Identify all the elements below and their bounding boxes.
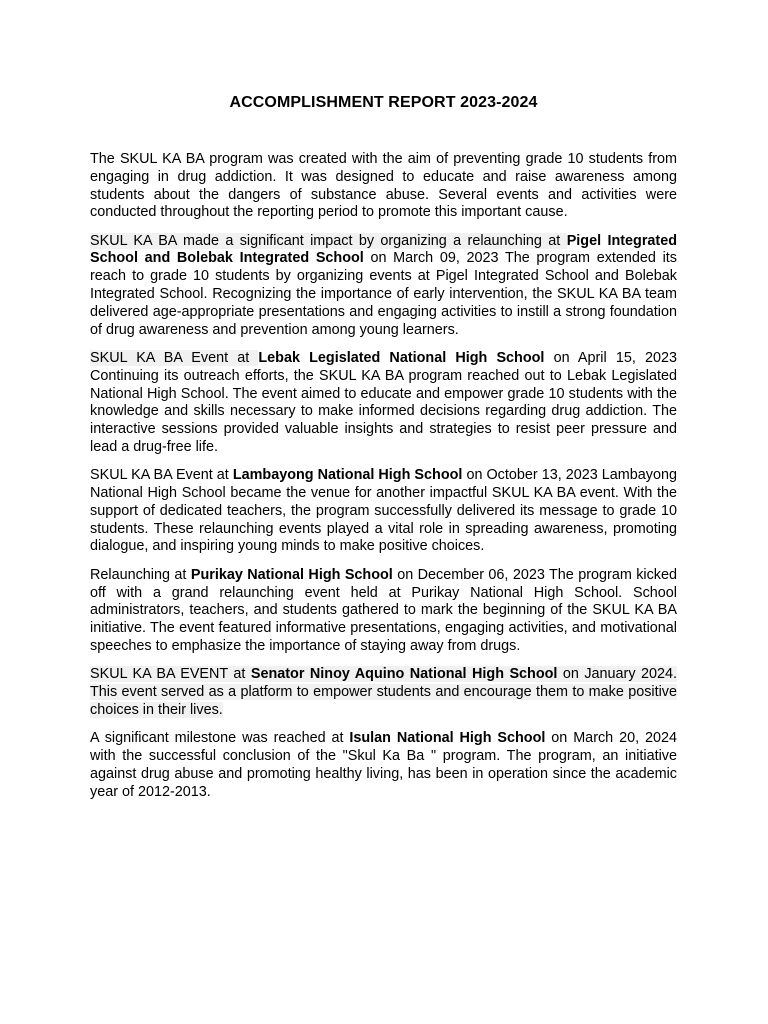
event-body: Continuing its outreach efforts, the SKUL KA BA program reached out to Lebak Legislated National High School. The event aimed to educate and empower grade 10 students with the knowledge and skills necessary to make informed decisions regarding drug addiction. The interactive sessions provided valuable insights and strategies to resist peer pressure and lead a drug-free life.: [90, 367, 677, 455]
event-school: Lebak Legislated National High School: [258, 349, 545, 366]
event-body: with the successful conclusion of the "Skul Ka Ba " program. The program, an initiative against drug abuse and promoting healthy living, has been in operation since the academic year of 2012-2013.: [90, 747, 677, 800]
event-school: Isulan National High School: [349, 730, 546, 747]
event-paragraph-ninoy-aquino: [90, 666, 677, 719]
event-lead: Relaunching at: [90, 566, 191, 583]
event-date: on December 06, 2023: [392, 566, 545, 583]
event-body: The program extended its reach to grade 10 students by organizing events at Pigel Integrated School and Bolebak Integrated School. Recognizing the importance of early intervention, the SKUL KA BA team delivered age-appropriate presentations and engaging activities to instill a strong foundation of drug awareness and prevention among young learners.: [90, 250, 677, 338]
intro-text: The SKUL KA BA program was created with the aim of preventing grade 10 students from engaging in drug addiction. It was designed to educate and raise awareness among students about the dangers of substance abuse. Several events and activities were conducted throughout the reporting period to promote this important cause.: [90, 151, 677, 221]
event-paragraph-isulan: [90, 730, 677, 801]
event-date: on April 15, 2023: [544, 349, 678, 366]
report-title: ACCOMPLISHMENT REPORT 2023-2024: [229, 94, 538, 111]
event-school: Lambayong National High School: [232, 467, 463, 484]
event-lead: SKUL KA BA EVENT at: [90, 666, 251, 683]
event-body: Lambayong National High School became the venue for another impactful SKUL KA BA event. With the support of dedicated teachers, the program successfully delivered its message to grade 10 students. These relaunching events played a vital role in spreading awareness, promoting dialogue, and inspiring young minds to make positive choices.: [90, 467, 677, 555]
event-paragraph-pigel-bolebak: [90, 233, 677, 340]
event-school: Senator Ninoy Aquino National High School: [250, 666, 558, 683]
event-body: The program kicked off with a grand relaunching event held at Purikay National High School. School administrators, teachers, and students gathered to mark the beginning of the SKUL KA BA initiative. The event featured informative presentations, engaging activities, and motivational speeches to emphasize the importance of staying away from drugs.: [90, 566, 678, 654]
event-date: on March 20, 2024: [545, 730, 677, 747]
event-paragraph-lebak: [90, 350, 677, 457]
event-paragraph-purikay: [90, 567, 677, 656]
event-date: on March 09, 2023: [363, 250, 499, 267]
event-school: Pigel Integrated School and Bolebak Integrated School: [90, 232, 678, 267]
event-school: Purikay National High School: [190, 566, 393, 583]
event-date: on October 13, 2023: [462, 467, 598, 484]
document-page: [90, 93, 677, 812]
event-lead: SKUL KA BA made a significant impact by organizing a relaunching at: [90, 232, 567, 249]
event-lead: SKUL KA BA Event at: [90, 349, 259, 366]
intro-paragraph: [90, 151, 677, 222]
event-date: on January 2024.: [557, 666, 677, 683]
event-paragraph-lambayong: [90, 467, 677, 556]
event-lead: SKUL KA BA Event at: [90, 467, 233, 484]
event-body: This event served as a platform to empower students and encourage them to make positive choices in their lives.: [90, 684, 677, 718]
event-lead: A significant milestone was reached at: [90, 730, 350, 747]
